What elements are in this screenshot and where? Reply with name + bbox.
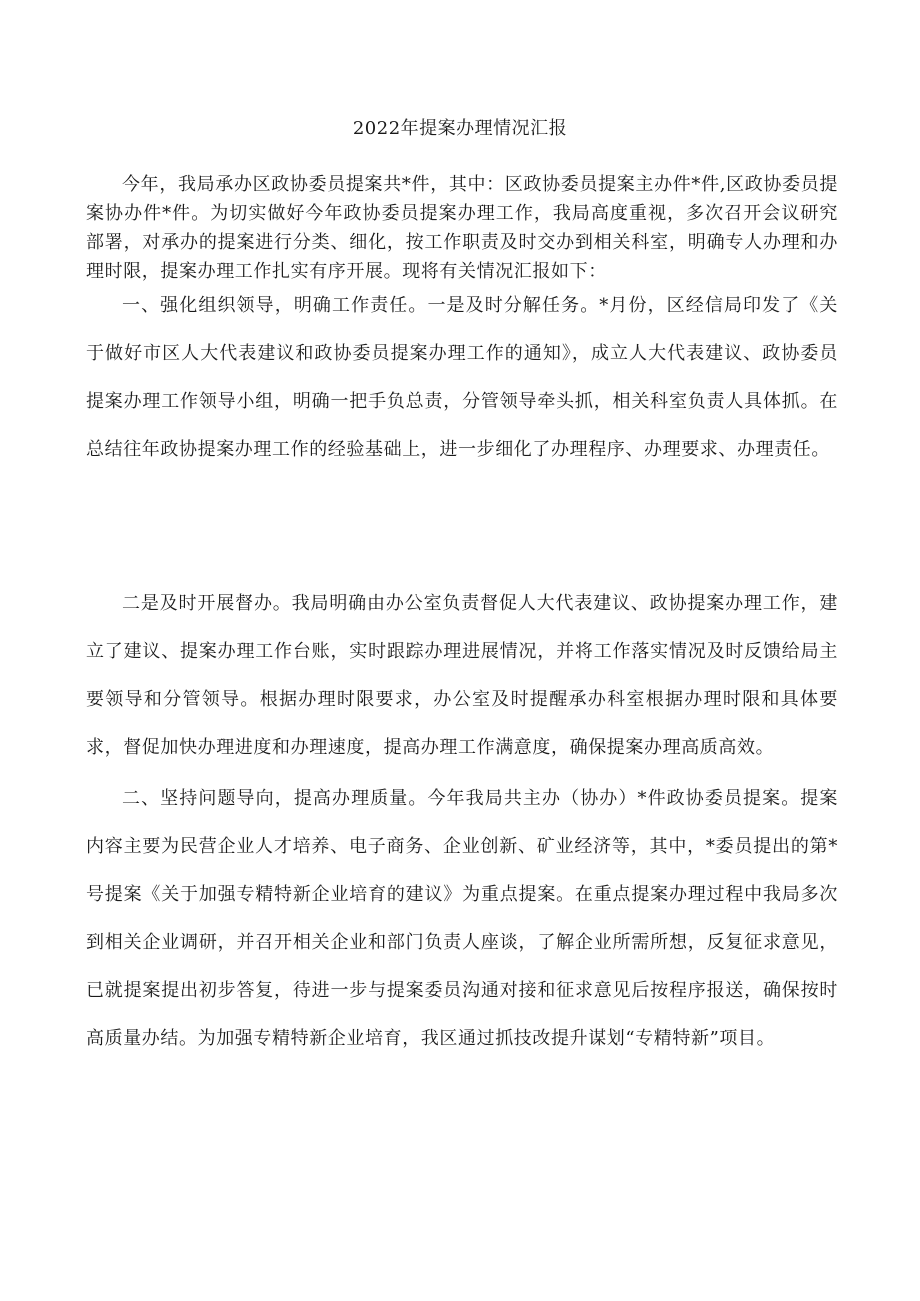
paragraph-intro: 今年，我局承办区政协委员提案共*件，其中：区政协委员提案主办件*件,区政协委员提案协办件*件。为切实做好今年政协委员提案办理工作，我局高度重视，多次召开会议研究部署，对承办的提案进行分类、细化，按工作职责及时交办到相关科室，明确专人办理和办理时限，提案办理工作扎实有序开展。现将有关情况汇报如下： — [86, 174, 838, 282]
paragraph-organization: 一、强化组织领导，明确工作责任。一是及时分解任务。*月份，区经信局印发了《关于做好市区人大代表建议和政协委员提案办理工作的通知》，成立人大代表建议、政协委员提案办理工作领导小组，明确一把手负总责，分管领导牵头抓，相关科室负责人具体抓。在总结往年政协提案办理工作的经验基础上，进一步细化了办理程序、办理要求、办理责任。 — [86, 295, 838, 460]
document-title: 2022年提案办理情况汇报 — [352, 118, 568, 139]
paragraph-supervision: 二是及时开展督办。我局明确由办公室负责督促人大代表建议、政协提案办理工作，建立了建议、提案办理工作台账，实时跟踪办理进展情况，并将工作落实情况及时反馈给局主要领导和分管领导。根据办理时限要求，办公室及时提醒承办科室根据办理时限和具体要求，督促加快办理进度和办理速度，提高办理工作满意度，确保提案办理高质高效。 — [86, 593, 838, 758]
paragraph-quality: 二、坚持问题导向，提高办理质量。今年我局共主办（协办）*件政协委员提案。提案内容主要为民营企业人才培养、电子商务、企业创新、矿业经济等，其中，*委员提出的第*号提案《关于加强专精特新企业培育的建议》为重点提案。在重点提案办理过程中我局多次到相关企业调研，并召开相关企业和部门负责人座谈，了解企业所需所想，反复征求意见，已就提案提出初步答复，待进一步与提案委员沟通对接和征求意见后按程序报送，确保按时高质量办结。为加强专精特新企业培育，我区通过抓技改提升谋划“专精特新”项目。 — [86, 788, 838, 1049]
